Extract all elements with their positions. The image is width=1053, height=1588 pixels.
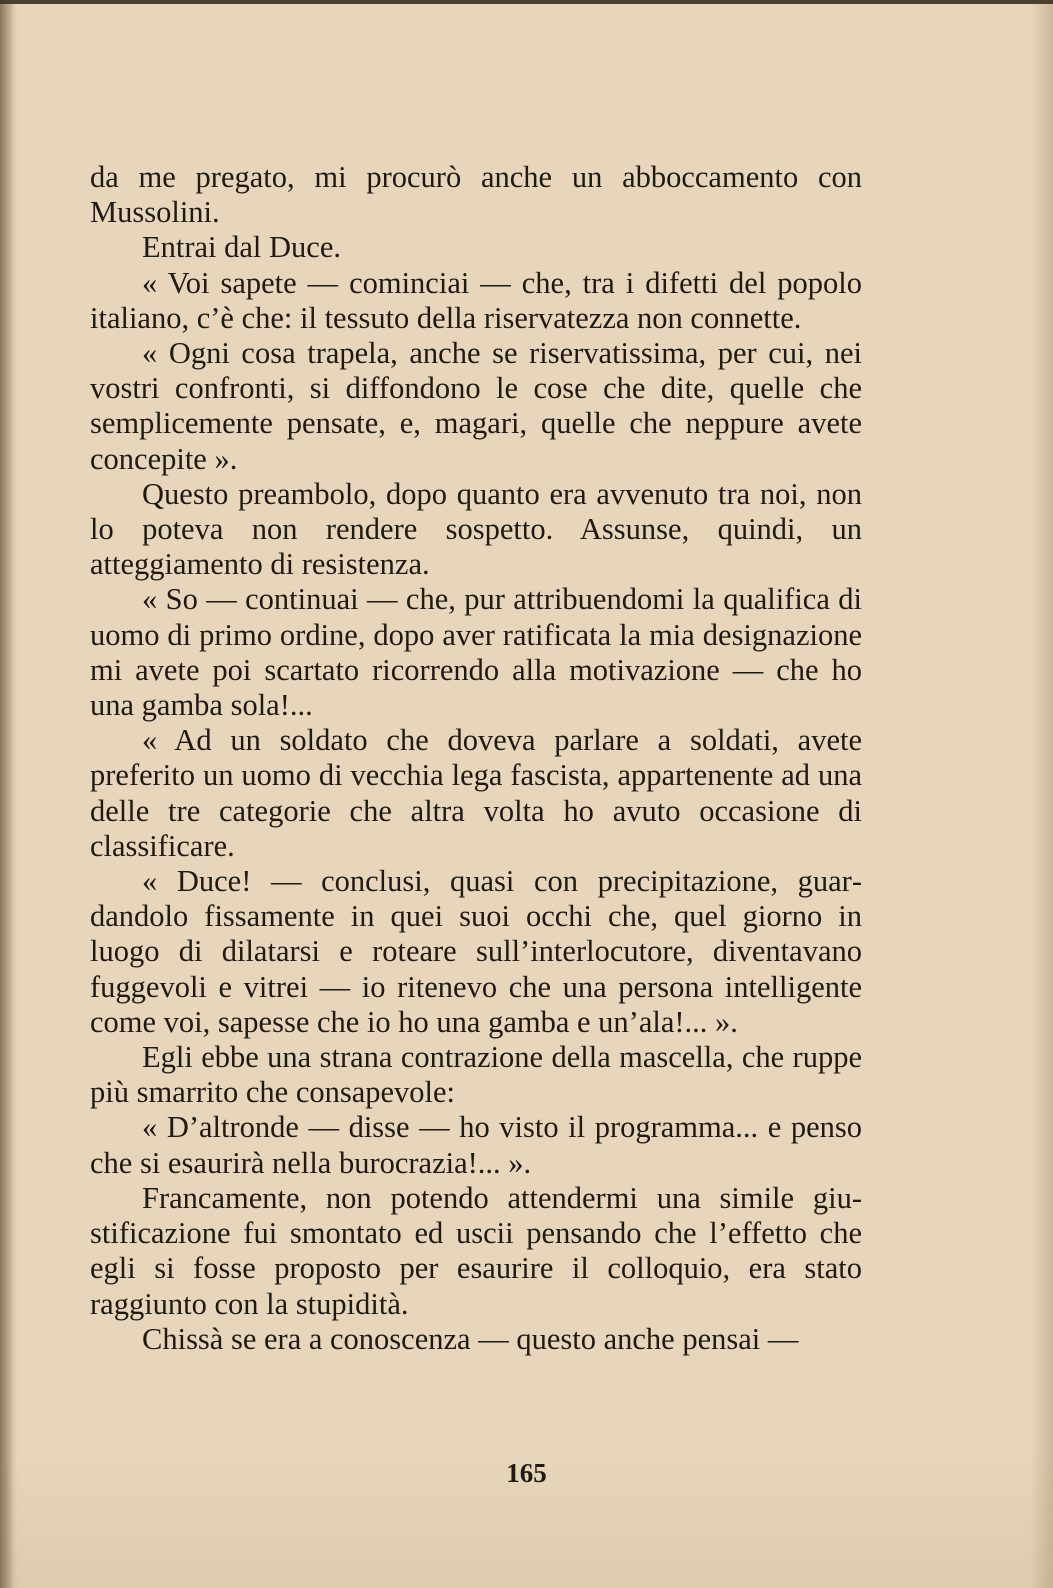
paragraph: da me pregato, mi procurò anche un abboccamento con Mussolini. xyxy=(90,160,862,230)
paragraph: Chissà se era a conoscenza — questo anche pensai — xyxy=(142,1321,799,1356)
paragraph: « Ogni cosa trapela, anche se riservatissima, per cui, nei vostri confronti, si diffondono le cose che dite, quelle che semplicemente pensate, e, magari, quelle che neppure avete concepite ». xyxy=(90,336,862,476)
paragraph: « Ad un soldato che doveva parlare a soldati, avete preferito un uomo di vecchia lega fascista, appartenente ad una delle tre categorie che altra volta ho avuto occasione di classificare. xyxy=(90,723,862,863)
paragraph: « Duce! — conclusi, quasi con precipitazione, guardandolo fissamente in quei suoi occhi che, quel giorno in luogo di dilatarsi e roteare sull’interlocutore, diventavano fuggevoli e vitrei — io ritenevo che una persona intelligente come voi, sapesse che io ho una gamba e un’ala!... ». xyxy=(90,864,862,1039)
paragraph: Questo preambolo, dopo quanto era avvenuto tra noi, non lo poteva non rendere sospetto. Assunse, quindi, un atteggiamento di resistenza. xyxy=(90,476,862,582)
top-edge-rule xyxy=(0,0,1053,4)
body-text xyxy=(90,160,862,1357)
paragraph: « D’altronde — disse — ho visto il programma... e penso che si esaurirà nella burocrazia!... ». xyxy=(90,1110,862,1180)
paragraph: Entrai dal Duce. xyxy=(142,230,342,265)
paragraph: Egli ebbe una strana contrazione della mascella, che ruppe più smarrito che consapevole: xyxy=(90,1040,862,1110)
page-number: 165 xyxy=(506,1458,547,1488)
paragraph: « So — continuai — che, pur attribuendomi la qualifica di uomo di primo ordine, dopo aver ratificata la mia designazione mi avete poi scartato ricorrendo alla motivazione — che ho una gamba sola!... xyxy=(90,582,862,723)
spine-shadow xyxy=(0,0,14,1588)
paragraph: « Voi sapete — cominciai — che, tra i difetti del popolo italiano, c’è che: il tessuto della riservatezza non connette. xyxy=(90,265,862,335)
paragraph: Francamente, non potendo attendermi una simile giustificazione fui smontato ed uscii pensando che l’effetto che egli si fosse proposto per esaurire il colloquio, era stato raggiunto con la stupidità. xyxy=(90,1180,862,1321)
